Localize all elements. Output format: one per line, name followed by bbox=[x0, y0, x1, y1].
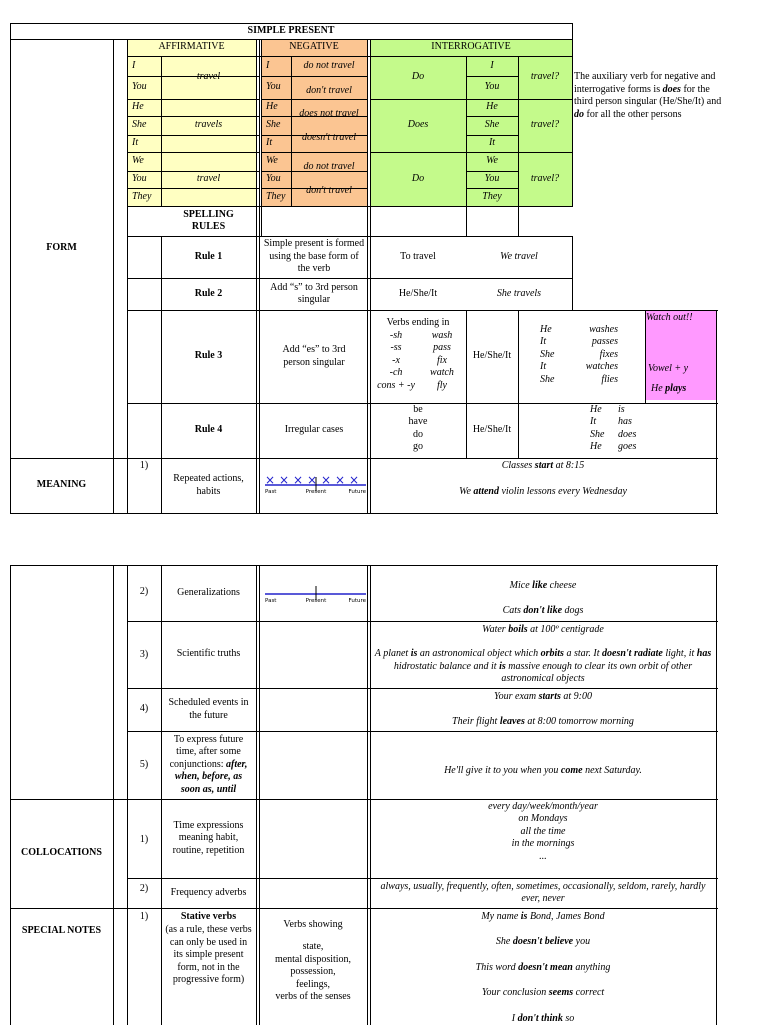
item-number: 1) bbox=[139, 459, 149, 471]
stative-example-text bbox=[482, 987, 604, 1000]
table-rule bbox=[127, 565, 128, 1025]
rule-2-label: Rule 2 bbox=[194, 287, 223, 299]
stative-example bbox=[370, 936, 716, 950]
verb-ending: -sh bbox=[389, 329, 403, 341]
text-run: hidrostatic balance and it bbox=[393, 660, 500, 672]
pronoun: He bbox=[486, 101, 498, 113]
verb-form: does bbox=[618, 428, 637, 440]
stative-verbs-description: (as a rule, these verbs can only be used in its simple present form, not in the progressive form) bbox=[165, 924, 252, 985]
pronoun: It bbox=[540, 336, 547, 348]
meaning-4-example-text bbox=[494, 691, 592, 704]
text-run: at 100º centigrade bbox=[527, 623, 604, 635]
verb-form: doesn't travel bbox=[301, 131, 357, 143]
verb-form: don't travel bbox=[306, 184, 352, 196]
rule-4-persons: He/She/It bbox=[472, 424, 512, 436]
verb-form: goes bbox=[618, 441, 637, 453]
text-run: Bond, James Bond bbox=[527, 910, 605, 922]
text-run: for all the other persons bbox=[584, 108, 682, 120]
pronoun: I bbox=[132, 59, 136, 71]
bold-term: like bbox=[532, 579, 548, 591]
verb-form: watches bbox=[585, 361, 618, 373]
meaning-4-example bbox=[370, 714, 716, 730]
item-number: 4) bbox=[139, 702, 149, 714]
text-run: Their flight bbox=[452, 715, 500, 727]
pronoun: He bbox=[132, 101, 144, 113]
text-run: He bbox=[651, 382, 666, 394]
base-verb: fly bbox=[437, 379, 447, 391]
table-rule bbox=[716, 310, 717, 514]
rule-3-label: Rule 3 bbox=[194, 350, 223, 362]
bold-term: doesn't mean bbox=[518, 961, 573, 973]
pronoun: She bbox=[590, 428, 605, 440]
timeline-past-label: Past bbox=[265, 598, 277, 604]
pronoun: It bbox=[540, 361, 547, 373]
verb-form: is bbox=[618, 403, 625, 415]
repetition-mark: × bbox=[292, 473, 304, 487]
stative-example-text bbox=[481, 911, 604, 924]
irregular-verb: go bbox=[413, 441, 423, 453]
meaning-5-example bbox=[370, 731, 716, 811]
stative-example-text bbox=[512, 1013, 575, 1026]
bold-term: don't think bbox=[517, 1012, 563, 1024]
bold-term: attend bbox=[473, 485, 499, 497]
table-rule bbox=[259, 39, 260, 514]
base-verb: fix bbox=[437, 354, 447, 366]
verb-ending: -x bbox=[392, 354, 400, 366]
base-verb: watch bbox=[430, 367, 454, 379]
pronoun: She bbox=[132, 119, 147, 131]
pronoun: It bbox=[488, 137, 496, 149]
collocations-label: COLLOCATIONS bbox=[21, 847, 102, 859]
table-rule bbox=[716, 565, 717, 1025]
bold-term: has bbox=[696, 648, 712, 660]
verb-form: don't travel bbox=[306, 84, 352, 96]
text-run: To express future time, after some conjunctions: bbox=[169, 733, 244, 770]
affirmative-header: AFFIRMATIVE bbox=[158, 41, 225, 53]
negative-header: NEGATIVE bbox=[289, 41, 339, 53]
meaning-2-example bbox=[370, 603, 716, 619]
text-run: anything bbox=[572, 961, 611, 973]
text-run: dogs bbox=[562, 604, 584, 616]
text-run: This word bbox=[475, 961, 519, 973]
pronoun: He bbox=[590, 403, 602, 415]
verb-form: do not travel bbox=[303, 59, 355, 71]
table-rule bbox=[113, 565, 114, 1025]
verb-form: washes bbox=[589, 323, 618, 335]
text-run: light, it bbox=[662, 648, 697, 660]
timeline-diagram bbox=[262, 570, 368, 610]
auxiliary: Does bbox=[407, 119, 429, 131]
rule-3-persons: He/She/It bbox=[472, 350, 512, 362]
text-run: correct bbox=[573, 987, 605, 999]
verb-form: fixes bbox=[599, 348, 618, 360]
bold-term: boils bbox=[508, 623, 528, 635]
collocation-2-description: Frequency adverbs bbox=[170, 886, 247, 898]
meaning-1-example-text bbox=[459, 486, 627, 499]
time-expression: all the time bbox=[520, 825, 566, 837]
auxiliary-note bbox=[574, 71, 724, 141]
text-run: My name bbox=[481, 910, 521, 922]
bold-term: don't like bbox=[523, 604, 563, 616]
item-number: 2) bbox=[139, 585, 149, 597]
pronoun: It bbox=[266, 137, 273, 149]
verb-form: travels bbox=[194, 119, 223, 131]
text-run: We bbox=[459, 485, 474, 497]
stative-verbs-title: Stative verbs bbox=[180, 910, 237, 922]
table-rule bbox=[127, 39, 128, 514]
meaning-3-example bbox=[370, 647, 716, 687]
form-label: FORM bbox=[46, 242, 77, 254]
repetition-mark: × bbox=[278, 473, 290, 487]
text-run: She bbox=[495, 936, 513, 948]
verbs-showing-label: Verbs showing bbox=[283, 918, 343, 930]
verb-categories: state, mental disposition, possession, feelings, verbs of the senses bbox=[274, 941, 352, 1002]
item-number: 1) bbox=[139, 833, 149, 845]
stative-example-text bbox=[496, 936, 590, 949]
item-number: 2) bbox=[139, 882, 149, 894]
pronoun: They bbox=[132, 190, 152, 202]
repetition-mark: × bbox=[320, 473, 332, 487]
item-number: 3) bbox=[139, 648, 149, 660]
meaning-3-example-text bbox=[372, 648, 714, 686]
bold-term: plays bbox=[665, 382, 687, 394]
rule-2-example: She travels bbox=[496, 287, 542, 299]
bold-term: do bbox=[574, 108, 584, 120]
text-run: Cats bbox=[502, 604, 524, 616]
pronoun: They bbox=[266, 190, 286, 202]
text-run: at 8:15 bbox=[553, 459, 585, 471]
auxiliary-note-text bbox=[574, 71, 724, 121]
pronoun: You bbox=[484, 81, 500, 93]
meaning-label: MEANING bbox=[36, 479, 87, 491]
rule-1-example: To travel bbox=[400, 250, 436, 262]
irregular-verb: be bbox=[413, 403, 423, 415]
rule-2-description: Add “s” to 3rd person singular bbox=[270, 281, 358, 305]
text-run: Mice bbox=[509, 579, 533, 591]
text-run: an astronomical object which bbox=[417, 648, 541, 660]
rule-1-example: We travel bbox=[500, 250, 538, 262]
table-rule bbox=[10, 565, 718, 566]
timeline-future-label: Future bbox=[348, 489, 366, 495]
bold-term: doesn't radiate bbox=[602, 648, 663, 660]
verb-form: has bbox=[618, 416, 632, 428]
text-run: cheese bbox=[547, 579, 577, 591]
text-run: I bbox=[511, 1012, 518, 1024]
stative-example bbox=[370, 910, 716, 924]
meaning-5-example-text bbox=[444, 765, 642, 778]
table-rule bbox=[10, 908, 718, 909]
rule-4-description: Irregular cases bbox=[284, 424, 344, 436]
text-run: The auxiliary verb for negative and interrogative forms is bbox=[574, 71, 716, 95]
text-run: violin lessons every Wednesday bbox=[498, 485, 627, 497]
text-run: at 9:00 bbox=[560, 690, 592, 702]
watch-out-label: Watch out!! bbox=[646, 311, 693, 323]
table-rule bbox=[256, 565, 257, 1025]
table-rule bbox=[261, 39, 262, 237]
time-expression: every day/week/month/year bbox=[488, 800, 598, 812]
meaning-2-example-text bbox=[503, 605, 584, 618]
verb-form: flies bbox=[601, 373, 618, 385]
title: SIMPLE PRESENT bbox=[247, 24, 335, 36]
plays-example-text bbox=[651, 383, 686, 396]
base-verb: wash bbox=[431, 329, 453, 341]
table-rule bbox=[572, 23, 573, 207]
pronoun: We bbox=[486, 155, 498, 167]
text-run: Classes bbox=[501, 459, 535, 471]
pronoun: You bbox=[484, 173, 500, 185]
bold-term: is bbox=[520, 910, 528, 922]
table-rule bbox=[367, 565, 368, 1025]
meaning-3-description: Scientific truths bbox=[176, 648, 241, 660]
auxiliary: Do bbox=[411, 71, 425, 83]
meaning-4-description: Scheduled events in the future bbox=[168, 697, 249, 721]
bold-term: leaves bbox=[499, 715, 525, 727]
rule-3-description: Add “es” to 3rd person singular bbox=[282, 344, 346, 368]
vowel-y-rule: Vowel + y bbox=[648, 362, 689, 374]
verb-form: travel bbox=[196, 71, 221, 83]
verb-ending: -ss bbox=[390, 342, 402, 354]
irregular-verb: have bbox=[408, 416, 428, 428]
text-run: a star. It bbox=[563, 648, 603, 660]
collocation-1-description: Time expressions meaning habit, routine, repetition bbox=[172, 819, 245, 856]
meaning-1-example-text bbox=[502, 460, 585, 473]
pronoun: We bbox=[132, 155, 144, 167]
stative-example-text bbox=[476, 962, 611, 975]
bold-term: seems bbox=[548, 987, 574, 999]
pronoun: She bbox=[540, 348, 555, 360]
table-rule bbox=[518, 310, 519, 459]
verb-form: travel bbox=[196, 172, 221, 184]
rule-2-example: He/She/It bbox=[398, 287, 438, 299]
pronoun: She bbox=[540, 373, 555, 385]
verb-form: do not travel bbox=[303, 160, 355, 172]
text-run: He'll give it to you when you bbox=[444, 764, 561, 776]
bold-term: doesn't believe bbox=[512, 936, 574, 948]
pronoun: I bbox=[266, 59, 270, 71]
repetition-mark: × bbox=[264, 473, 276, 487]
text-run: massive enough to clear its own orbit of other astronomical objects bbox=[501, 660, 693, 685]
stative-example bbox=[370, 987, 716, 1001]
text-run: you bbox=[573, 936, 591, 948]
table-rule bbox=[256, 39, 257, 514]
verb-ending: -ch bbox=[389, 367, 403, 379]
time-expression: on Mondays bbox=[518, 813, 568, 825]
text-run: Your conclusion bbox=[481, 987, 549, 999]
pronoun: He bbox=[540, 323, 552, 335]
item-number: 1) bbox=[139, 910, 149, 922]
repetition-mark: × bbox=[306, 473, 318, 487]
verb-form: travel? bbox=[530, 119, 560, 131]
rule-1-label: Rule 1 bbox=[194, 250, 223, 262]
table-rule bbox=[572, 236, 573, 311]
text-run: Your exam bbox=[494, 690, 539, 702]
repetition-mark: × bbox=[348, 473, 360, 487]
timeline-present-label: Present bbox=[305, 598, 327, 604]
verb-form: does not travel bbox=[299, 107, 359, 119]
pronoun: We bbox=[266, 155, 278, 167]
table-rule bbox=[113, 39, 114, 514]
stative-example bbox=[370, 961, 716, 975]
rule-1-description: Simple present is formed using the base form of the verb bbox=[263, 238, 365, 275]
bold-term: start bbox=[534, 459, 554, 471]
timeline-diagram bbox=[262, 461, 368, 501]
bold-term: does bbox=[662, 83, 681, 95]
pronoun: I bbox=[490, 59, 494, 71]
bold-term: is bbox=[499, 660, 506, 672]
pronoun: It bbox=[132, 137, 139, 149]
irregular-verb: do bbox=[413, 428, 423, 440]
timeline-future-label: Future bbox=[348, 598, 366, 604]
pronoun: They bbox=[482, 190, 502, 202]
table-rule bbox=[367, 39, 368, 514]
bold-term: come bbox=[560, 764, 583, 776]
verb-form: travel? bbox=[530, 71, 560, 83]
interrogative-header: INTERROGATIVE bbox=[431, 41, 511, 53]
meaning-2-example bbox=[370, 578, 716, 594]
time-expression: ... bbox=[539, 850, 547, 862]
pronoun: You bbox=[132, 81, 147, 93]
bold-term: after, when, before, as soon as, until bbox=[174, 758, 248, 795]
meaning-2-description: Generalizations bbox=[177, 586, 240, 598]
repetition-mark: × bbox=[334, 473, 346, 487]
verb-form: travel? bbox=[530, 172, 560, 184]
text-run: so bbox=[562, 1012, 575, 1024]
meaning-4-example-text bbox=[452, 716, 634, 729]
text-run: A planet bbox=[374, 648, 411, 660]
meaning-1-example bbox=[370, 484, 716, 500]
pronoun: She bbox=[266, 119, 281, 131]
text-run: next Saturday. bbox=[582, 764, 642, 776]
spelling-rules-title: SPELLING RULES bbox=[183, 208, 234, 232]
verbs-ending-title: Verbs ending in bbox=[386, 316, 450, 328]
text-run: for the third person singular (He/She/It) and bbox=[574, 83, 722, 107]
base-verb: pass bbox=[433, 342, 451, 354]
verb-form: passes bbox=[591, 336, 618, 348]
pronoun: You bbox=[132, 173, 147, 185]
pronoun: She bbox=[484, 119, 500, 131]
pronoun: You bbox=[266, 81, 281, 93]
pronoun: You bbox=[266, 173, 281, 185]
verb-ending: cons + -y bbox=[377, 379, 415, 391]
text-run: at 8:00 tomorrow morning bbox=[524, 715, 634, 727]
bold-term: orbits bbox=[540, 648, 564, 660]
pronoun: He bbox=[590, 441, 602, 453]
table-rule bbox=[10, 565, 11, 1025]
table-rule bbox=[10, 513, 718, 514]
pronoun: It bbox=[590, 416, 597, 428]
bold-term: is bbox=[410, 648, 418, 660]
timeline-present-label: Present bbox=[305, 489, 327, 495]
meaning-1-example bbox=[370, 458, 716, 474]
meaning-5-description-text bbox=[165, 734, 252, 797]
auxiliary: Do bbox=[411, 172, 425, 184]
meaning-2-example-text bbox=[510, 580, 577, 593]
pronoun: He bbox=[266, 101, 278, 113]
item-number: 5) bbox=[139, 758, 149, 770]
meaning-4-example bbox=[370, 689, 716, 705]
meaning-1-description: Repeated actions, habits bbox=[173, 473, 244, 497]
text-run: Water bbox=[482, 623, 509, 635]
plays-example bbox=[651, 382, 716, 396]
rule-4-label: Rule 4 bbox=[194, 424, 223, 436]
bold-term: starts bbox=[538, 690, 561, 702]
time-expression: in the mornings bbox=[511, 838, 575, 850]
meaning-3-example-text bbox=[482, 624, 604, 637]
timeline-past-label: Past bbox=[265, 489, 277, 495]
frequency-adverbs: always, usually, frequently, often, sometimes, occasionally, seldom, rarely, hardly ever, never bbox=[380, 880, 706, 904]
meaning-5-description bbox=[161, 731, 256, 799]
meaning-3-example bbox=[370, 622, 716, 638]
special-notes-label: SPECIAL NOTES bbox=[21, 924, 102, 936]
